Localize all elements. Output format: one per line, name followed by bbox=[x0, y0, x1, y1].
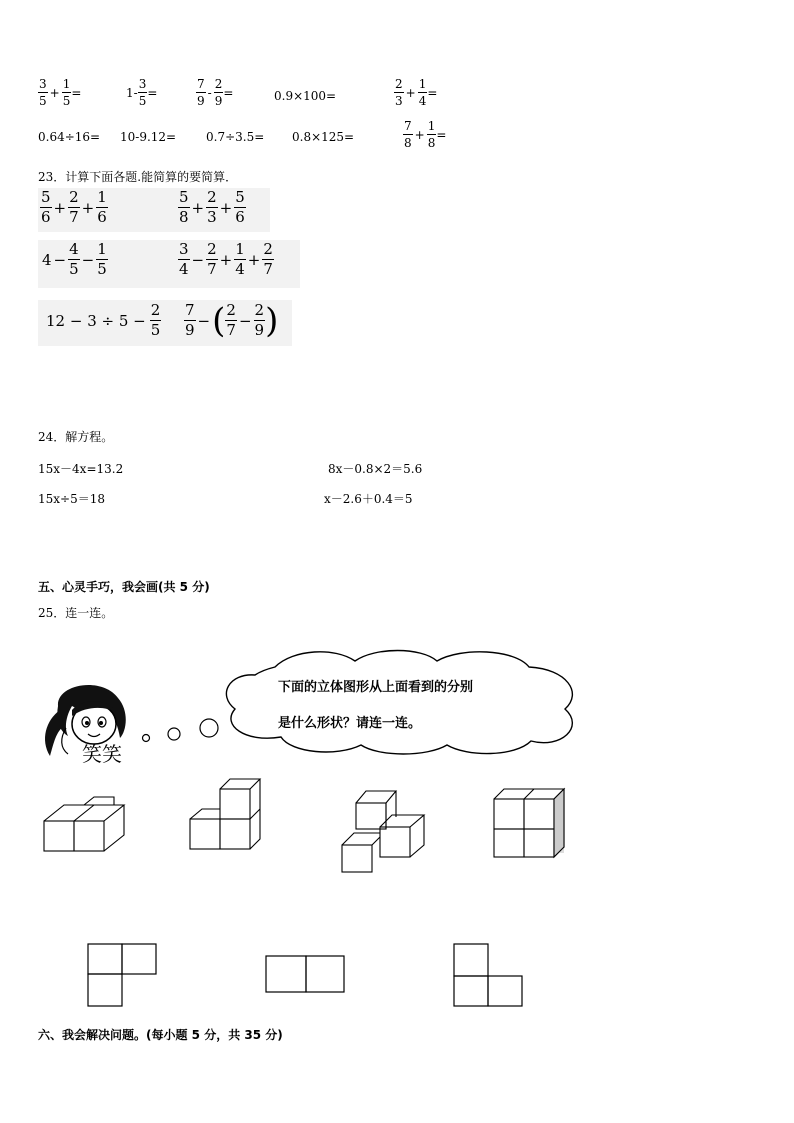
operator: - bbox=[207, 85, 212, 100]
oral-item-2 bbox=[126, 78, 157, 107]
fraction: $\frac{1}{6}$ bbox=[97, 188, 107, 226]
q23-expr-2 bbox=[178, 190, 246, 225]
fraction: $\frac{1}{5}$ bbox=[97, 240, 107, 278]
fraction: $\frac{2}{7}$ bbox=[69, 188, 79, 226]
solid-figure-4-side bbox=[554, 789, 564, 857]
operator: − bbox=[191, 250, 205, 269]
fraction: $\frac{3}{5}$ bbox=[39, 77, 47, 108]
oral-item-9: 0.8×125= bbox=[292, 130, 355, 144]
q24-eq3: 15x÷5＝18 bbox=[38, 492, 105, 506]
bubble-text-line1: 下面的立体图形从上面看到的分别 bbox=[278, 680, 474, 695]
q25-title: 25．连一连。 bbox=[38, 606, 114, 620]
operator: + bbox=[53, 198, 67, 217]
fraction: $\frac{2}{7}$ bbox=[207, 240, 217, 278]
equals: = bbox=[436, 127, 447, 142]
fraction: $\frac{2}{3}$ bbox=[395, 77, 403, 108]
left-paren: ( bbox=[212, 300, 226, 341]
fraction: $\frac{2}{7}$ bbox=[263, 240, 273, 278]
q23-expr-3 bbox=[42, 242, 108, 277]
fraction: $\frac{5}{6}$ bbox=[235, 188, 245, 226]
top-view-shapes bbox=[80, 938, 540, 1010]
q23-title: 23．计算下面各题.能简算的要简算． bbox=[38, 170, 238, 184]
solid-figure-3 bbox=[342, 791, 424, 872]
fraction: $\frac{1}{4}$ bbox=[418, 77, 427, 108]
whole-number: 4 bbox=[42, 250, 52, 269]
operator: + bbox=[405, 85, 416, 100]
q24-eq2: 8x－0.8×2＝5.6 bbox=[328, 462, 423, 476]
top-view-shape-3 bbox=[454, 944, 522, 1006]
equals: = bbox=[71, 85, 82, 100]
fraction: $\frac{2}{7}$ bbox=[226, 301, 236, 339]
fraction: $\frac{5}{8}$ bbox=[179, 188, 189, 226]
fraction: $\frac{3}{4}$ bbox=[179, 240, 189, 278]
operator: − bbox=[53, 250, 67, 269]
q23-expr-5 bbox=[46, 303, 161, 338]
fraction: $\frac{3}{5}$ bbox=[138, 77, 147, 108]
operator: − bbox=[238, 311, 252, 330]
fraction: $\frac{2}{3}$ bbox=[207, 188, 217, 226]
equals: = bbox=[427, 85, 438, 100]
fraction: $\frac{2}{9}$ bbox=[214, 77, 223, 108]
oral-item-1 bbox=[38, 78, 81, 107]
operator: − bbox=[81, 250, 95, 269]
q24-eq1: 15x－4x=13.2 bbox=[38, 462, 124, 476]
solid-figure-1 bbox=[44, 797, 124, 851]
q23-expr-4 bbox=[178, 242, 274, 277]
fraction: $\frac{1}{8}$ bbox=[427, 119, 436, 150]
top-view-shape-2 bbox=[266, 956, 344, 992]
fraction: $\frac{4}{5}$ bbox=[69, 240, 79, 278]
equals: = bbox=[147, 85, 158, 100]
oral-item-3 bbox=[196, 78, 233, 107]
operator: + bbox=[414, 127, 425, 142]
q23-expr-6 bbox=[184, 300, 279, 341]
right-paren: ) bbox=[265, 300, 279, 341]
operator: + bbox=[49, 85, 60, 100]
oral-item-4: 0.9×100= bbox=[274, 89, 337, 103]
operator: + bbox=[219, 198, 233, 217]
fraction: $\frac{7}{9}$ bbox=[197, 77, 205, 108]
q24-eq4: x－2.6＋0.4＝5 bbox=[324, 492, 413, 506]
oral-item-7: 10-9.12= bbox=[120, 130, 177, 144]
operator: + bbox=[219, 250, 233, 269]
fraction: $\frac{5}{6}$ bbox=[41, 188, 51, 226]
bubble-text-line2: 是什么形状？请连一连。 bbox=[278, 716, 422, 731]
operator: − bbox=[197, 311, 211, 330]
fraction: $\frac{2}{9}$ bbox=[254, 301, 265, 339]
oral-item-6: 0.64÷16= bbox=[38, 130, 101, 144]
fraction: $\frac{7}{9}$ bbox=[185, 301, 195, 339]
fraction: $\frac{1}{4}$ bbox=[235, 240, 245, 278]
bubble-dots bbox=[138, 714, 222, 746]
oral-item-8: 0.7÷3.5= bbox=[206, 130, 265, 144]
operator: + bbox=[81, 198, 95, 217]
q23-expr-1 bbox=[40, 190, 108, 225]
section6-title: 六、我会解决问题。(每小题 5 分，共 35 分) bbox=[38, 1028, 283, 1042]
fraction: $\frac{1}{5}$ bbox=[62, 77, 71, 108]
fraction: $\frac{7}{8}$ bbox=[404, 119, 412, 150]
q24-title: 24．解方程。 bbox=[38, 430, 114, 444]
operator: + bbox=[191, 198, 205, 217]
fraction: $\frac{2}{5}$ bbox=[150, 301, 161, 339]
section5-title: 五、心灵手巧，我会画(共 5 分) bbox=[38, 580, 210, 594]
girl-name-label: 笑笑 bbox=[82, 742, 122, 766]
solid-figures bbox=[40, 775, 600, 880]
operator: + bbox=[247, 250, 261, 269]
equals: = bbox=[223, 85, 234, 100]
lead-term: 1- bbox=[126, 85, 138, 100]
lead-term: 12 − 3 ÷ 5 − bbox=[46, 311, 146, 330]
oral-item-10 bbox=[403, 120, 446, 149]
thought-bubble bbox=[215, 645, 585, 757]
oral-item-5 bbox=[394, 78, 437, 107]
solid-figure-2 bbox=[190, 779, 260, 849]
top-view-shape-1 bbox=[88, 944, 156, 1006]
